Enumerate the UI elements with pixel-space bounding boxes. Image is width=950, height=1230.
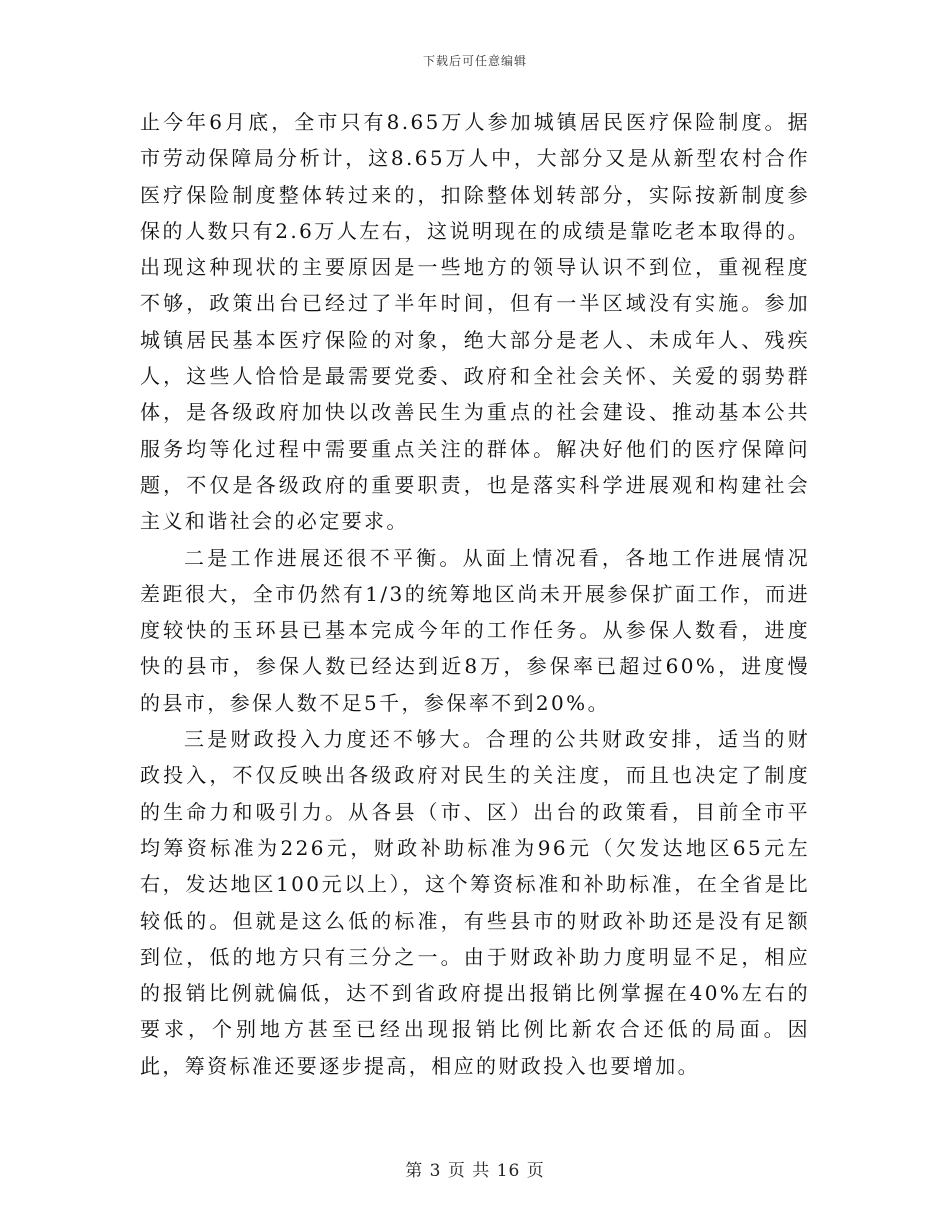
- document-body: [140, 104, 810, 1084]
- paragraph-work-progress: 二是工作进展还很不平衡。从面上情况看，各地工作进展情况差距很大，全市仍然有1/3的统筹地区尚未开展参保扩面工作，而进度较快的玉环县已基本完成今年的工作任务。从参保人数看，进度快的县市，参保人数已经达到近8万，参保率已超过60%，进度慢的县市，参保人数不足5千，参保率不到20%。: [140, 545, 810, 715]
- paragraph-fiscal-investment: 三是财政投入力度还不够大。合理的公共财政安排，适当的财政投入，不仅反映出各级政府对民生的关注度，而且也决定了制度的生命力和吸引力。从各县（市、区）出台的政策看，目前全市平均筹资标准为226元，财政补助标准为96元（欠发达地区65元左右，发达地区100元以上），这个筹资标准和补助标准，在全省是比较低的。但就是这么低的标准，有些县市的财政补助还是没有足额到位，低的地方只有三分之一。由于财政补助力度明显不足，相应的报销比例就偏低，达不到省政府提出报销比例掌握在40%左右的要求，个别地方甚至已经出现报销比例比新农合还低的局面。因此，筹资标准还要逐步提高，相应的财政投入也要增加。: [140, 727, 810, 1078]
- page-header: 下载后可任意编辑: [422, 54, 527, 68]
- paragraph-continuation: 止今年6月底，全市只有8.65万人参加城镇居民医疗保险制度。据市劳动保障局分析计，这8.65万人中，大部分又是从新型农村合作医疗保险制度整体转过来的，扣除整体划转部分，实际按新制度参保的人数只有2.6万人左右，这说明现在的成绩是靠吃老本取得的。出现这种现状的主要原因是一些地方的领导认识不到位，重视程度不够，政策出台已经过了半年时间，但有一半区域没有实施。参加城镇居民基本医疗保险的对象，绝大部分是老人、未成年人、残疾人，这些人恰恰是最需要党委、政府和全社会关怀、关爱的弱势群体，是各级政府加快以改善民生为重点的社会建设、推动基本公共服务均等化过程中需要重点关注的群体。解决好他们的医疗保障问题，不仅是各级政府的重要职责，也是落实科学进展观和构建社会主义和谐社会的必定要求。: [140, 110, 810, 534]
- page-number: 第 3 页 共 16 页: [405, 1161, 545, 1181]
